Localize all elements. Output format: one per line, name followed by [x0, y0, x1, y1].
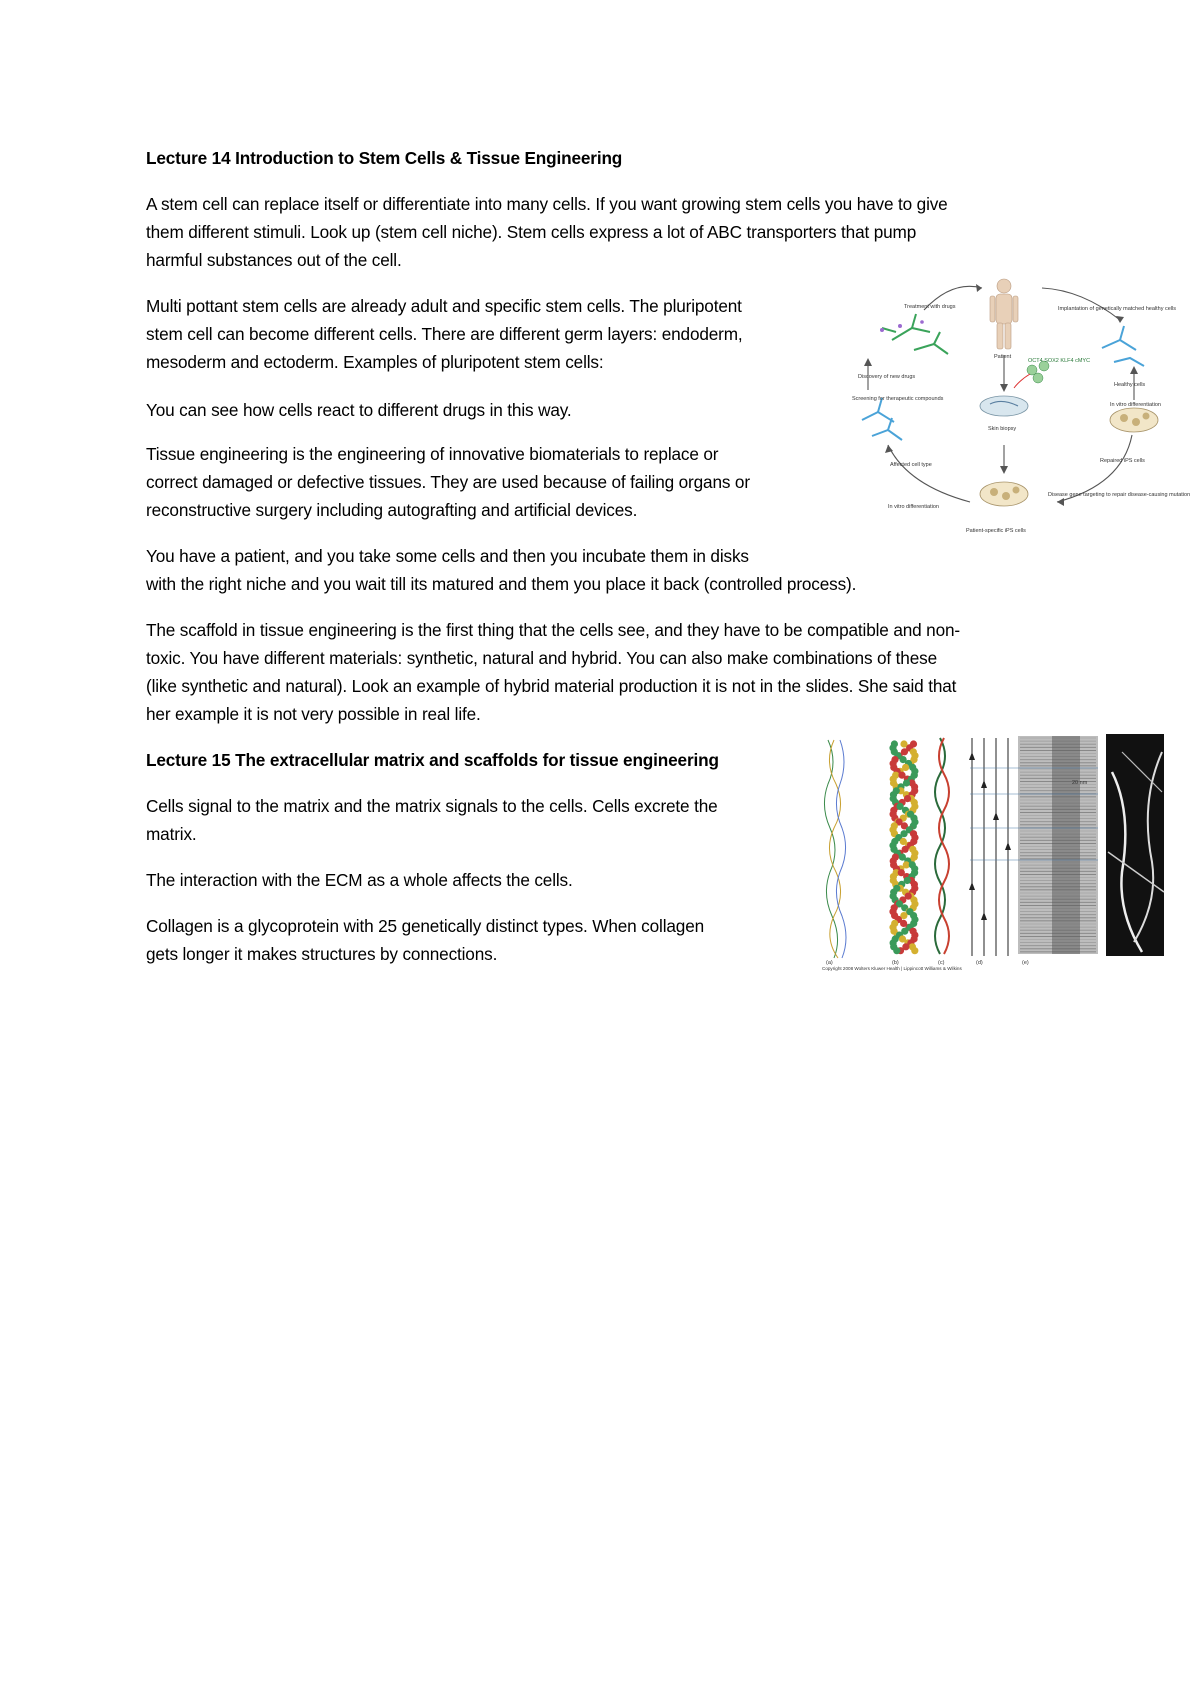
- reprogramming-factors-icon: [1027, 361, 1049, 383]
- healthy-cells-icon: [1102, 326, 1144, 366]
- svg-text:In vitro differentiation: In vitro differentiation: [1110, 402, 1161, 408]
- svg-text:(d): (d): [976, 960, 983, 966]
- svg-text:Healthy cells: Healthy cells: [1114, 382, 1146, 388]
- patient-icon: [990, 279, 1018, 349]
- collagen-helix-panel: [884, 740, 924, 954]
- l14-p1-line3: harmful substances out of the cell.: [146, 250, 402, 270]
- l14-p6-line4: her example it is not very possible in real life.: [146, 704, 481, 724]
- l14-p2-line3: mesoderm and ectoderm. Examples of pluripotent stem cells:: [146, 352, 604, 372]
- collagen-chain-panel: [824, 740, 846, 958]
- l14-p6-line2: toxic. You have different materials: synthetic, natural and hybrid. You can also make combinations of these: [146, 648, 937, 668]
- svg-text:OCT4 SOX2 KLF4 cMYC: OCT4 SOX2 KLF4 cMYC: [1028, 358, 1091, 364]
- svg-text:Affected cell type: Affected cell type: [890, 462, 932, 468]
- triple-helix-panel: [935, 738, 949, 954]
- svg-text:(e): (e): [1022, 960, 1029, 966]
- l14-p5-line2: with the right niche and you wait till its matured and them you place it back (controlled process).: [146, 574, 857, 594]
- svg-text:Treatment with drugs: Treatment with drugs: [904, 304, 956, 310]
- svg-text:Disease gene targeting to repa: Disease gene targeting to repair disease-causing mutation: [1048, 492, 1191, 498]
- svg-text:Repaired iPS cells: Repaired iPS cells: [1100, 458, 1145, 464]
- l14-p4-line3: reconstructive surgery including autografting and artificial devices.: [146, 500, 638, 520]
- helix-bead: [893, 947, 900, 954]
- l14-p6-line3: (like synthetic and natural). Look an example of hybrid material production it is not in the slides. She said that: [146, 676, 957, 696]
- l14-p2-line1: Multi pottant stem cells are already adult and specific stem cells. The pluripotent: [146, 296, 742, 316]
- skin-biopsy-dish-icon: [980, 396, 1028, 416]
- svg-text:In vitro differentiation: In vitro differentiation: [888, 504, 939, 510]
- collagen-structure-figure: [822, 732, 1166, 970]
- l15-p1-line1: Cells signal to the matrix and the matrix signals to the cells. Cells excrete the: [146, 796, 718, 816]
- ips-cells-dish-icon: [980, 482, 1028, 506]
- l15-p3-line2: gets longer it makes structures by connections.: [146, 944, 498, 964]
- helix-bead: [911, 947, 918, 954]
- svg-text:Patient-specific iPS cells: Patient-specific iPS cells: [966, 528, 1026, 534]
- svg-text:(c): (c): [938, 960, 945, 966]
- fibril-array-panel: [972, 738, 1008, 956]
- ips-cell-cycle-figure: [852, 270, 1191, 536]
- l14-p4-line1: Tissue engineering is the engineering of innovative biomaterials to replace or: [146, 444, 719, 464]
- lecture15-heading: Lecture 15 The extracellular matrix and scaffolds for tissue engineering: [146, 750, 719, 770]
- svg-text:Implantation of genetically ma: Implantation of genetically matched healthy cells: [1058, 306, 1177, 312]
- l15-p2: The interaction with the ECM as a whole affects the cells.: [146, 870, 573, 890]
- drug-treated-cells-icon: [882, 314, 948, 354]
- lecture14-heading: Lecture 14 Introduction to Stem Cells & Tissue Engineering: [146, 148, 623, 168]
- repaired-ips-dish-icon: [1110, 408, 1158, 432]
- l14-p3: You can see how cells react to different drugs in this way.: [146, 400, 572, 420]
- svg-text:Screening for therapeutic comp: Screening for therapeutic compounds: [852, 396, 944, 402]
- fibril-network-micrograph: [1106, 734, 1164, 956]
- svg-text:(a): (a): [826, 960, 833, 966]
- l14-p2-line2: stem cell can become different cells. There are different germ layers: endoderm,: [146, 324, 743, 344]
- svg-text:Discovery of new drugs: Discovery of new drugs: [858, 374, 916, 380]
- l14-p1-line2: them different stimuli. Look up (stem cell niche). Stem cells express a lot of ABC transporters that pump: [146, 222, 917, 242]
- affected-cells-icon: [862, 398, 902, 440]
- l14-p5-line1: You have a patient, and you take some cells and then you incubate them in disks: [146, 546, 749, 566]
- svg-text:(b): (b): [892, 960, 899, 966]
- svg-text:Patient: Patient: [994, 354, 1012, 360]
- l15-p3-line1: Collagen is a glycoprotein with 25 genetically distinct types. When collagen: [146, 916, 705, 936]
- l14-p1-line1: A stem cell can replace itself or differentiate into many cells. If you want growing stem cells you have to give: [146, 194, 948, 214]
- svg-text:20 nm: 20 nm: [1072, 780, 1088, 786]
- l14-p4-line2: correct damaged or defective tissues. They are used because of failing organs or: [146, 472, 750, 492]
- l15-p1-line2: matrix.: [146, 824, 197, 844]
- svg-text:Copyright 2008 Wolters Kluwer: Copyright 2008 Wolters Kluwer Health | Lippincott Williams & Wilkins: [822, 966, 962, 971]
- svg-text:Skin biopsy: Skin biopsy: [988, 426, 1017, 432]
- l14-p6-line1: The scaffold in tissue engineering is the first thing that the cells see, and they have to be compatible and non-: [146, 620, 960, 640]
